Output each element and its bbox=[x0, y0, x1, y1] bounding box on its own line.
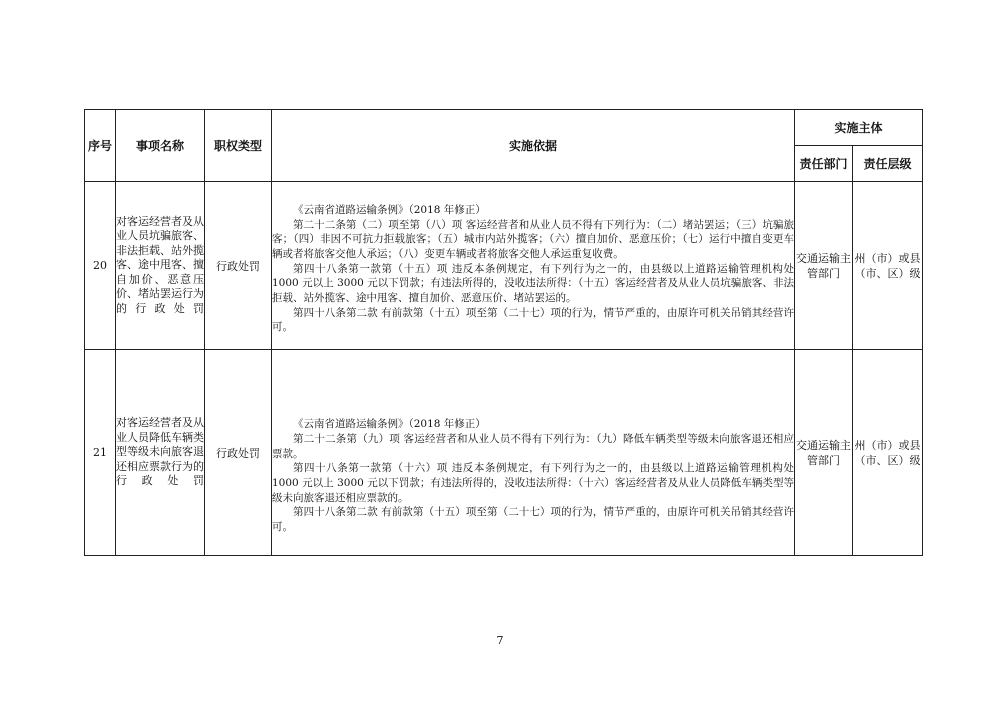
page-number: 7 bbox=[496, 634, 504, 647]
header-legal-basis: 实施依据 bbox=[272, 110, 795, 182]
row-serial-number: 20 bbox=[85, 182, 116, 350]
header-implementing-subject: 实施主体 bbox=[795, 110, 923, 146]
header-power-type: 职权类型 bbox=[205, 110, 272, 182]
row-responsibility-level: 州（市）或县（市、区）级 bbox=[853, 182, 923, 350]
row-legal-basis bbox=[272, 182, 795, 350]
row-responsible-department: 交通运输主管部门 bbox=[795, 182, 853, 350]
basis-paragraph: 第四十八条第二款 有前款第（十五）项至第（二十七）项的行为，情节严重的，由原许可机关吊销其经营许可。 bbox=[272, 506, 794, 534]
table-row bbox=[85, 350, 923, 556]
header-serial-number: 序号 bbox=[85, 110, 116, 182]
row-responsible-department: 交通运输主管部门 bbox=[795, 350, 853, 556]
row-legal-basis bbox=[272, 350, 795, 556]
row-serial-number: 21 bbox=[85, 350, 116, 556]
basis-paragraph: 《云南省道路运输条例》（2018 年修正） bbox=[293, 418, 486, 431]
header-responsible-department: 责任部门 bbox=[795, 146, 853, 182]
row-power-type: 行政处罚 bbox=[205, 350, 272, 556]
basis-paragraph: 第二十二条第（九）项 客运经营者和从业人员不得有下列行为：（九）降低车辆类型等级未向旅客退还相应票款。 bbox=[272, 432, 794, 460]
table-row bbox=[85, 182, 923, 350]
header-responsibility-level: 责任层级 bbox=[853, 146, 923, 182]
basis-paragraph: 《云南省道路运输条例》（2018 年修正） bbox=[293, 203, 486, 216]
row-power-type: 行政处罚 bbox=[205, 182, 272, 350]
row-item-name: 对客运经营者及从业人员坑骗旅客、非法拒载、站外揽客、途中甩客、擅自加价、恶意压价、堵站罢运行为的行政处罚 bbox=[116, 182, 205, 350]
header-item-name: 事项名称 bbox=[116, 110, 205, 182]
enforcement-items-table bbox=[84, 109, 923, 556]
basis-paragraph: 第四十八条第一款第（十五）项 违反本条例规定，有下列行为之一的，由县级以上道路运输管理机构处 1000 元以上 3000 元以下罚款；有违法所得的，没收违法所得：（十五）客运经营者及从业人员坑骗旅客、非法拒载、站外揽客、途中甩客、擅自加价、恶意压价、堵站罢运的。 bbox=[272, 262, 794, 305]
row-responsibility-level: 州（市）或县（市、区）级 bbox=[853, 350, 923, 556]
row-item-name: 对客运经营者及从业人员降低车辆类型等级未向旅客退还相应票款行为的行政处罚 bbox=[116, 350, 205, 556]
basis-paragraph: 第二十二条第（二）项至第（八）项 客运经营者和从业人员不得有下列行为：（二）堵站罢运；（三）坑骗旅客；（四）非因不可抗力拒载旅客；（五）城市内站外揽客；（六）擅自加价、恶意压价；（七）运行中擅自变更车辆或者将旅客交他人承运；（八）变更车辆或者将旅客交他人承运重复收费。 bbox=[272, 218, 794, 260]
basis-paragraph: 第四十八条第二款 有前款第（十五）项至第（二十七）项的行为，情节严重的，由原许可机关吊销其经营许可。 bbox=[272, 306, 794, 334]
basis-paragraph: 第四十八条第一款第（十六）项 违反本条例规定，有下列行为之一的，由县级以上道路运输管理机构处 1000 元以上 3000 元以下罚款；有违法所得的，没收违法所得：（十六）客运经营者及从业人员降低车辆类型等级未向旅客退还相应票款的。 bbox=[272, 462, 794, 504]
